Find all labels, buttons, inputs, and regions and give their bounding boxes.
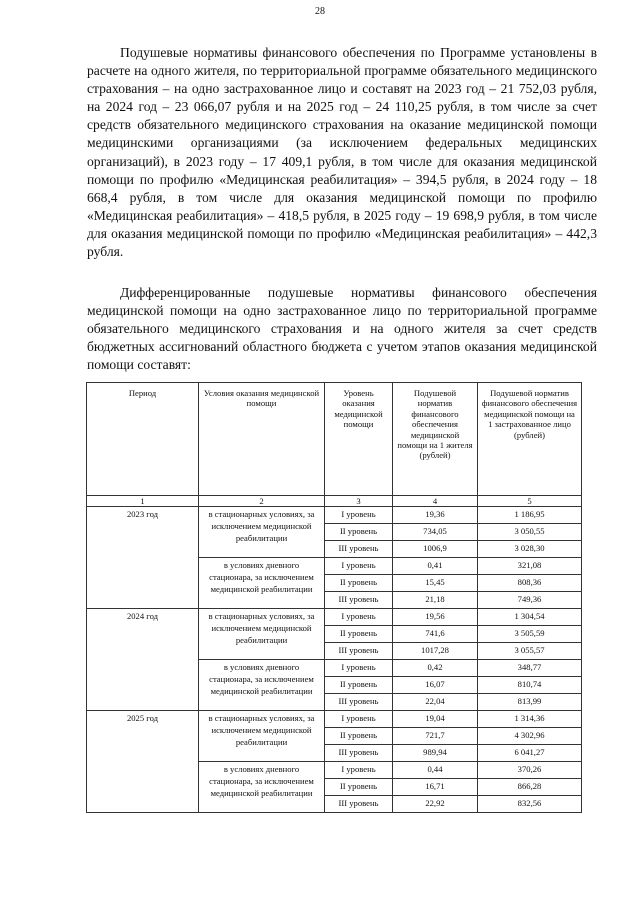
level-cell: I уровень [325,711,393,728]
column-number: 2 [199,496,325,507]
per-resident-cell: 22,92 [393,796,478,813]
condition-cell: в условиях дневного стационара, за исключением медицинской реабилитации [199,558,325,609]
period-cell: 2023 год [87,507,199,609]
level-cell: II уровень [325,728,393,745]
level-cell: II уровень [325,524,393,541]
header-per-insured: Подушевой норматив финансового обеспечения медицинской помощи на 1 застрахованное лицо (рублей) [478,383,582,496]
per-resident-cell: 1006,9 [393,541,478,558]
level-cell: III уровень [325,592,393,609]
paragraph-differentiated-norms [87,284,597,374]
column-number: 4 [393,496,478,507]
level-cell: III уровень [325,745,393,762]
per-insured-cell: 4 302,96 [478,728,582,745]
column-number-row [87,496,582,507]
per-insured-cell: 1 186,95 [478,507,582,524]
per-insured-cell: 749,36 [478,592,582,609]
header-period: Период [87,383,199,496]
table-row [87,711,582,728]
per-insured-cell: 3 055,57 [478,643,582,660]
level-cell: I уровень [325,609,393,626]
norms-table [86,382,582,813]
per-insured-cell: 6 041,27 [478,745,582,762]
header-level: Уровень оказания медицинской помощи [325,383,393,496]
per-resident-cell: 0,44 [393,762,478,779]
condition-cell: в условиях дневного стационара, за исключением медицинской реабилитации [199,762,325,813]
level-cell: III уровень [325,643,393,660]
per-resident-cell: 734,05 [393,524,478,541]
per-insured-cell: 321,08 [478,558,582,575]
per-insured-cell: 866,28 [478,779,582,796]
level-cell: I уровень [325,762,393,779]
condition-cell: в стационарных условиях, за исключением медицинской реабилитации [199,609,325,660]
per-insured-cell: 808,36 [478,575,582,592]
per-insured-cell: 832,56 [478,796,582,813]
per-resident-cell: 21,18 [393,592,478,609]
column-number: 1 [87,496,199,507]
period-cell: 2024 год [87,609,199,711]
level-cell: III уровень [325,694,393,711]
level-cell: II уровень [325,677,393,694]
paragraph-2-text: Дифференцированные подушевые нормативы финансового обеспечения медицинской помощи на одно застрахованное лицо по территориальной программе обязательного медицинского страхования и на одного жителя за счет средств бюджетных ассигнований областного бюджета с учетом этапов оказания медицинской помощи составят: [87,285,597,373]
per-insured-cell: 813,99 [478,694,582,711]
per-resident-cell: 16,07 [393,677,478,694]
level-cell: III уровень [325,541,393,558]
condition-cell: в стационарных условиях, за исключением медицинской реабилитации [199,507,325,558]
per-insured-cell: 370,26 [478,762,582,779]
level-cell: I уровень [325,558,393,575]
per-resident-cell: 0,42 [393,660,478,677]
column-number: 5 [478,496,582,507]
level-cell: I уровень [325,507,393,524]
per-insured-cell: 3 050,55 [478,524,582,541]
per-insured-cell: 1 304,54 [478,609,582,626]
column-number: 3 [325,496,393,507]
condition-cell: в стационарных условиях, за исключением медицинской реабилитации [199,711,325,762]
per-insured-cell: 3 505,59 [478,626,582,643]
paragraph-per-capita-norms [87,44,597,261]
level-cell: II уровень [325,626,393,643]
period-cell: 2025 год [87,711,199,813]
per-resident-cell: 989,94 [393,745,478,762]
level-cell: III уровень [325,796,393,813]
per-resident-cell: 741,6 [393,626,478,643]
per-resident-cell: 22,04 [393,694,478,711]
page-number: 28 [315,6,325,17]
per-insured-cell: 3 028,30 [478,541,582,558]
level-cell: I уровень [325,660,393,677]
per-resident-cell: 721,7 [393,728,478,745]
table-row [87,507,582,524]
level-cell: II уровень [325,575,393,592]
per-resident-cell: 16,71 [393,779,478,796]
header-conditions: Условия оказания медицинской помощи [199,383,325,496]
per-resident-cell: 19,04 [393,711,478,728]
per-insured-cell: 348,77 [478,660,582,677]
per-resident-cell: 15,45 [393,575,478,592]
table-row [87,609,582,626]
per-insured-cell: 1 314,36 [478,711,582,728]
per-resident-cell: 19,36 [393,507,478,524]
level-cell: II уровень [325,779,393,796]
table-header-row [87,383,582,496]
per-resident-cell: 0,41 [393,558,478,575]
paragraph-1-text: Подушевые нормативы финансового обеспечения по Программе установлены в расчете на одного жителя, по территориальной программе обязательного медицинского страхования – на одно застрахованное лицо и составят на 2023 год – 21 752,03 рубля, на 2024 год – 23 066,07 рубля и на 2025 год – 24 110,25 рубля, в том числе за счет средств обязательного медицинского страхования на оказание медицинской помощи медицинскими организациями (за исключением федеральных медицинских организаций), в 2023 году – 17 409,1 рубля, в том числе для оказания медицинской помощи по профилю «Медицинская реабилитация» – 394,5 рубля, в 2024 году – 18 668,4 рубля, в том числе для оказания медицинской помощи по профилю «Медицинская реабилитация» – 418,5 рубля, в 2025 году – 19 698,9 рубля, в том числе для оказания медицинской помощи по профилю «Медицинская реабилитация» – 442,3 рубля. [87,45,597,260]
condition-cell: в условиях дневного стационара, за исключением медицинской реабилитации [199,660,325,711]
per-resident-cell: 1017,28 [393,643,478,660]
table-body [87,496,582,813]
header-per-resident: Подушевой норматив финансового обеспечения медицинской помощи на 1 жителя (рублей) [393,383,478,496]
per-insured-cell: 810,74 [478,677,582,694]
per-resident-cell: 19,56 [393,609,478,626]
